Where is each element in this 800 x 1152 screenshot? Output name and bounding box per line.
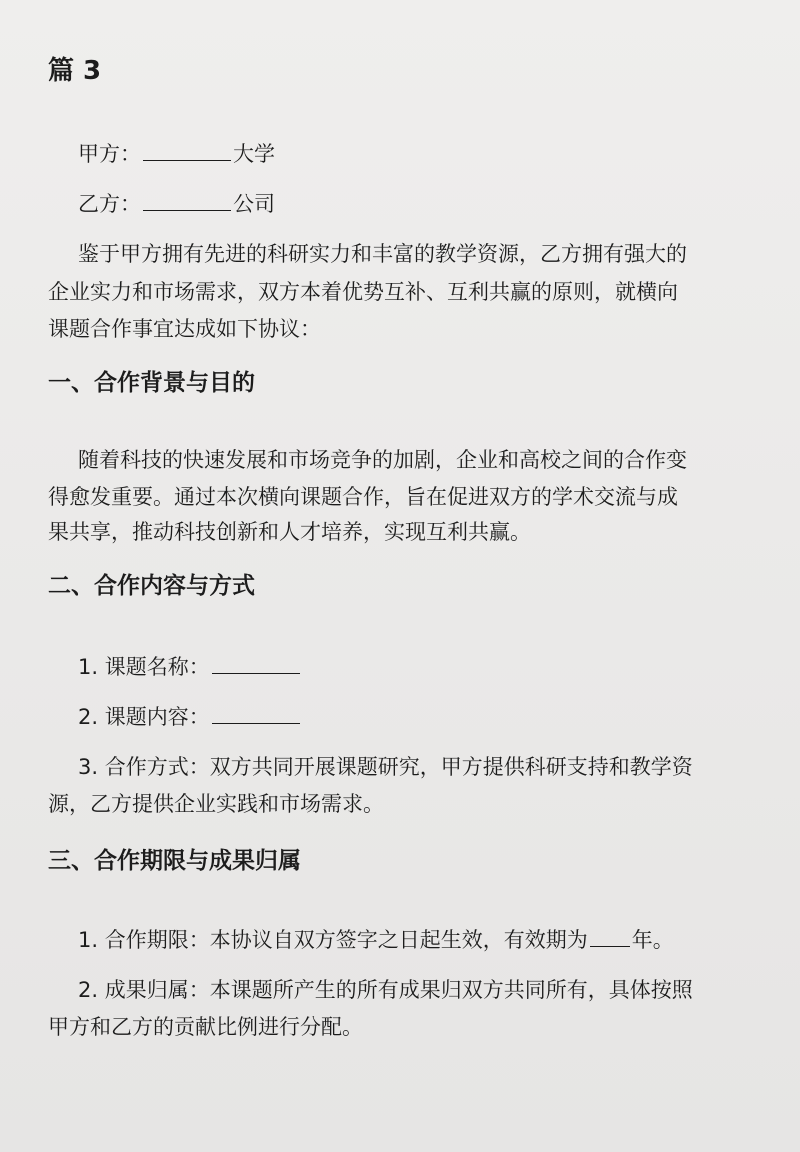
party-b-blank — [143, 193, 231, 211]
topic-name-line — [78, 655, 302, 679]
party-b-suffix: 公司 — [233, 192, 275, 216]
term-years-blank — [590, 929, 630, 947]
term-prefix: 1. 合作期限：本协议自双方签字之日起生效，有效期为 — [78, 928, 588, 952]
party-b-label: 乙方： — [78, 192, 141, 216]
section-heading: 一、合作背景与目的 — [48, 370, 255, 396]
topic-content-blank — [212, 706, 300, 724]
section-heading: 三、合作期限与成果归属 — [48, 848, 301, 874]
intro-line: 企业实力和市场需求，双方本着优势互补、互利共赢的原则，就横向 — [48, 280, 678, 304]
party-a-label: 甲方： — [78, 142, 141, 166]
cooperation-method-line: 源，乙方提供企业实践和市场需求。 — [48, 792, 384, 816]
term-line — [78, 928, 674, 952]
document-title: 篇 3 — [48, 56, 102, 86]
intro-line: 鉴于甲方拥有先进的科研实力和丰富的教学资源，乙方拥有强大的 — [78, 242, 687, 266]
cooperation-method-line: 3. 合作方式：双方共同开展课题研究，甲方提供科研支持和教学资 — [78, 755, 693, 779]
ownership-line: 甲方和乙方的贡献比例进行分配。 — [48, 1015, 363, 1039]
section-heading: 二、合作内容与方式 — [48, 573, 255, 599]
section-text-line: 果共享，推动科技创新和人才培养，实现互利共赢。 — [48, 520, 531, 544]
topic-content-label: 2. 课题内容： — [78, 705, 210, 729]
topic-name-label: 1. 课题名称： — [78, 655, 210, 679]
section-text-line: 随着科技的快速发展和市场竞争的加剧，企业和高校之间的合作变 — [78, 448, 687, 472]
party-a-line — [78, 142, 275, 166]
ownership-line: 2. 成果归属：本课题所产生的所有成果归双方共同所有，具体按照 — [78, 978, 693, 1002]
term-suffix: 年。 — [631, 928, 674, 952]
party-a-suffix: 大学 — [233, 142, 275, 166]
topic-name-blank — [212, 656, 300, 674]
section-text-line: 得愈发重要。通过本次横向课题合作，旨在促进双方的学术交流与成 — [48, 485, 678, 509]
party-b-line — [78, 192, 275, 216]
party-a-blank — [143, 143, 231, 161]
intro-line: 课题合作事宜达成如下协议： — [48, 317, 321, 341]
topic-content-line — [78, 705, 302, 729]
